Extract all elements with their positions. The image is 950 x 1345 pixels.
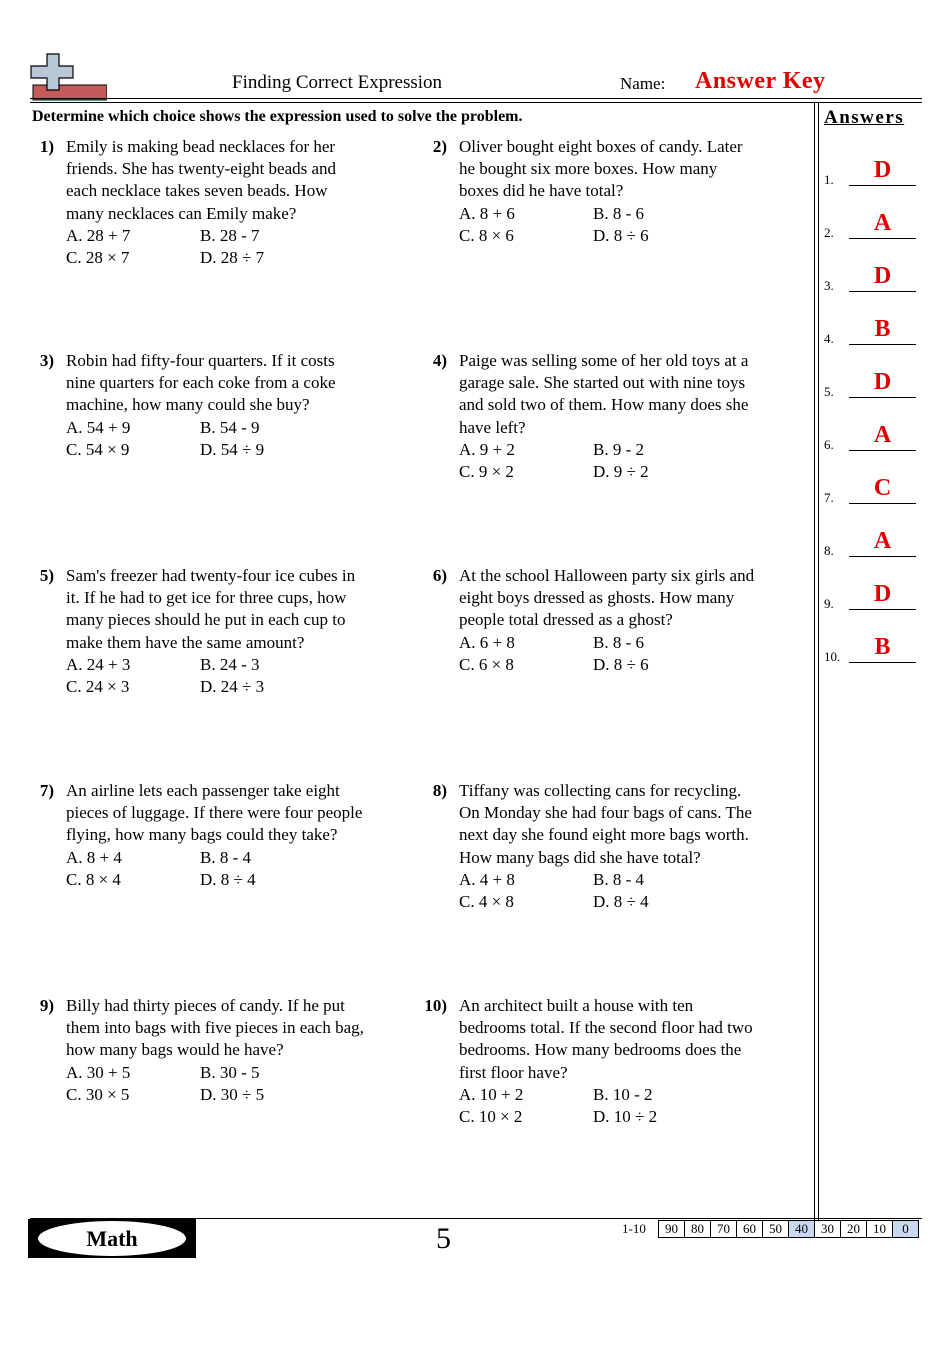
answer-line — [849, 397, 916, 398]
answer-row — [824, 254, 916, 294]
answer-letter: C — [873, 475, 892, 501]
question-text: Paige was selling some of her old toys at a garage sale. She started out with nine toys and sold two of them. How many does she have left? — [459, 351, 749, 437]
question-text: An architect built a house with ten bedrooms total. If the second floor had two bedrooms. How many bedrooms does the first floor have? — [459, 996, 753, 1082]
option-a: A. 8 + 6 — [459, 203, 515, 223]
option-a: A. 9 + 2 — [459, 439, 515, 459]
option-c: C. 4 × 8 — [459, 892, 514, 912]
option-b: B. 10 - 2 — [593, 1084, 653, 1104]
name-label: Name: — [620, 74, 666, 93]
answer-row — [824, 519, 916, 559]
answer-letter: B — [874, 634, 891, 660]
option-b: B. 8 - 6 — [593, 203, 644, 223]
answer-letter: A — [873, 422, 892, 448]
answer-number: 2. — [824, 225, 834, 240]
option-b: B. 8 - 4 — [200, 847, 251, 867]
answer-letter: D — [873, 157, 892, 183]
question-number: 1) — [39, 137, 54, 156]
score-cell: 70 — [711, 1221, 737, 1238]
option-a: A. 24 + 3 — [66, 654, 131, 674]
score-cell: 20 — [841, 1221, 867, 1238]
question-number: 5) — [39, 566, 54, 585]
option-d: D. 8 ÷ 6 — [593, 655, 649, 674]
answer-number: 10. — [824, 649, 841, 664]
score-cell: 10 — [867, 1221, 893, 1238]
question-text: Oliver bought eight boxes of candy. Later he bought six more boxes. How many boxes did he have total? — [459, 137, 743, 201]
option-b: B. 8 - 6 — [593, 632, 644, 652]
instructions: Determine which choice shows the expression used to solve the problem. — [32, 108, 523, 125]
option-c: C. 10 × 2 — [459, 1107, 523, 1127]
option-d: D. 10 ÷ 2 — [593, 1107, 658, 1127]
question-text: Billy had thirty pieces of candy. If he put them into bags with five pieces in each bag, how many bags would he have? — [66, 996, 364, 1060]
answer-number: 3. — [824, 278, 834, 293]
score-cell: 60 — [737, 1221, 763, 1238]
plus-logo-icon — [27, 52, 107, 102]
answer-row — [824, 307, 916, 347]
option-d: D. 8 ÷ 6 — [593, 226, 649, 245]
answer-number: 6. — [824, 437, 834, 452]
option-c: C. 8 × 6 — [459, 226, 514, 245]
answer-line — [849, 291, 916, 292]
question-text: An airline lets each passenger take eight pieces of luggage. If there were four people flying, how many bags could they take? — [66, 781, 363, 845]
answer-line — [849, 450, 916, 451]
answer-number: 9. — [824, 596, 834, 611]
answer-number: 8. — [824, 543, 834, 558]
column-divider — [814, 103, 815, 1220]
option-b: B. 28 - 7 — [200, 225, 260, 245]
answer-row — [824, 360, 916, 400]
answer-line — [849, 556, 916, 557]
option-d: D. 54 ÷ 9 — [200, 440, 265, 459]
score-cell: 0 — [893, 1221, 919, 1238]
answer-number: 4. — [824, 331, 834, 346]
option-d: D. 8 ÷ 4 — [200, 870, 256, 889]
answer-letter: B — [874, 316, 891, 342]
answers-heading: Answers — [824, 107, 905, 128]
answer-letter: D — [873, 369, 892, 395]
question-number: 8) — [432, 781, 447, 800]
answer-number: 5. — [824, 384, 834, 399]
answer-row — [824, 466, 916, 506]
option-c: C. 8 × 4 — [66, 870, 121, 889]
answer-row — [824, 572, 916, 612]
score-cell: 30 — [815, 1221, 841, 1238]
score-cell: 80 — [685, 1221, 711, 1238]
option-b: B. 9 - 2 — [593, 439, 644, 459]
question-text: Tiffany was collecting cans for recycling. On Monday she had four bags of cans. The next day she found eight more bags worth. How many bags did she have total? — [459, 781, 752, 867]
option-a: A. 28 + 7 — [66, 225, 131, 245]
option-d: D. 24 ÷ 3 — [200, 677, 265, 697]
question-text: Emily is making bead necklaces for her friends. She has twenty-eight beads and each necklace takes seven beads. How many necklaces can Emily make? — [66, 137, 337, 223]
option-c: C. 54 × 9 — [66, 440, 130, 459]
option-c: C. 30 × 5 — [66, 1085, 130, 1104]
answer-row — [824, 148, 916, 188]
question-text: Robin had fifty-four quarters. If it costs nine quarters for each coke from a coke machine, how many could she buy? — [66, 351, 336, 415]
column-divider — [818, 103, 819, 1220]
question-number: 4) — [432, 351, 447, 370]
option-c: C. 24 × 3 — [66, 677, 130, 697]
header-divider — [30, 102, 922, 103]
question-number: 7) — [39, 781, 54, 800]
question-number: 9) — [39, 996, 54, 1015]
question-number: 3) — [39, 351, 54, 370]
option-d: D. 28 ÷ 7 — [200, 248, 265, 268]
answer-number: 1. — [824, 172, 834, 187]
page-number: 5 — [436, 1222, 451, 1255]
score-range: 1-10 — [622, 1221, 646, 1236]
option-a: A. 30 + 5 — [66, 1062, 131, 1082]
question-number: 10) — [424, 996, 447, 1015]
answer-line — [849, 185, 916, 186]
header-divider — [30, 98, 922, 99]
question-text: Sam's freezer had twenty-four ice cubes in it. If he had to get ice for three cups, how many pieces should he put in each cup to make them have the same amount? — [66, 566, 356, 652]
option-a: A. 6 + 8 — [459, 632, 515, 652]
score-cell: 50 — [763, 1221, 789, 1238]
option-c: C. 9 × 2 — [459, 462, 514, 482]
option-a: A. 54 + 9 — [66, 417, 131, 437]
answer-line — [849, 662, 916, 663]
math-badge-label: Math — [86, 1226, 138, 1251]
answer-row — [824, 413, 916, 453]
answer-row — [824, 201, 916, 241]
option-d: D. 8 ÷ 4 — [593, 892, 649, 912]
question-text: At the school Halloween party six girls and eight boys dressed as ghosts. How many people total dressed as a ghost? — [459, 566, 755, 630]
option-b: B. 8 - 4 — [593, 869, 644, 889]
score-cell: 90 — [659, 1221, 685, 1238]
score-cell: 40 — [789, 1221, 815, 1238]
answer-line — [849, 503, 916, 504]
page-title: Finding Correct Expression — [232, 72, 443, 93]
option-b: B. 30 - 5 — [200, 1062, 260, 1082]
question-number: 2) — [432, 137, 447, 156]
option-b: B. 24 - 3 — [200, 654, 260, 674]
option-a: A. 10 + 2 — [459, 1084, 524, 1104]
answer-letter: D — [873, 263, 892, 289]
option-d: D. 9 ÷ 2 — [593, 462, 649, 482]
answer-line — [849, 609, 916, 610]
name-value: Answer Key — [695, 68, 826, 94]
option-b: B. 54 - 9 — [200, 417, 260, 437]
answer-line — [849, 344, 916, 345]
option-c: C. 28 × 7 — [66, 248, 130, 268]
answer-letter: A — [873, 210, 892, 236]
answer-number: 7. — [824, 490, 834, 505]
score-table — [658, 1220, 919, 1238]
option-a: A. 4 + 8 — [459, 869, 515, 889]
answer-letter: A — [873, 528, 892, 554]
question-number: 6) — [432, 566, 447, 585]
option-c: C. 6 × 8 — [459, 655, 514, 674]
option-d: D. 30 ÷ 5 — [200, 1085, 265, 1104]
answer-letter: D — [873, 581, 892, 607]
answer-row — [824, 625, 916, 665]
option-a: A. 8 + 4 — [66, 847, 122, 867]
answer-line — [849, 238, 916, 239]
